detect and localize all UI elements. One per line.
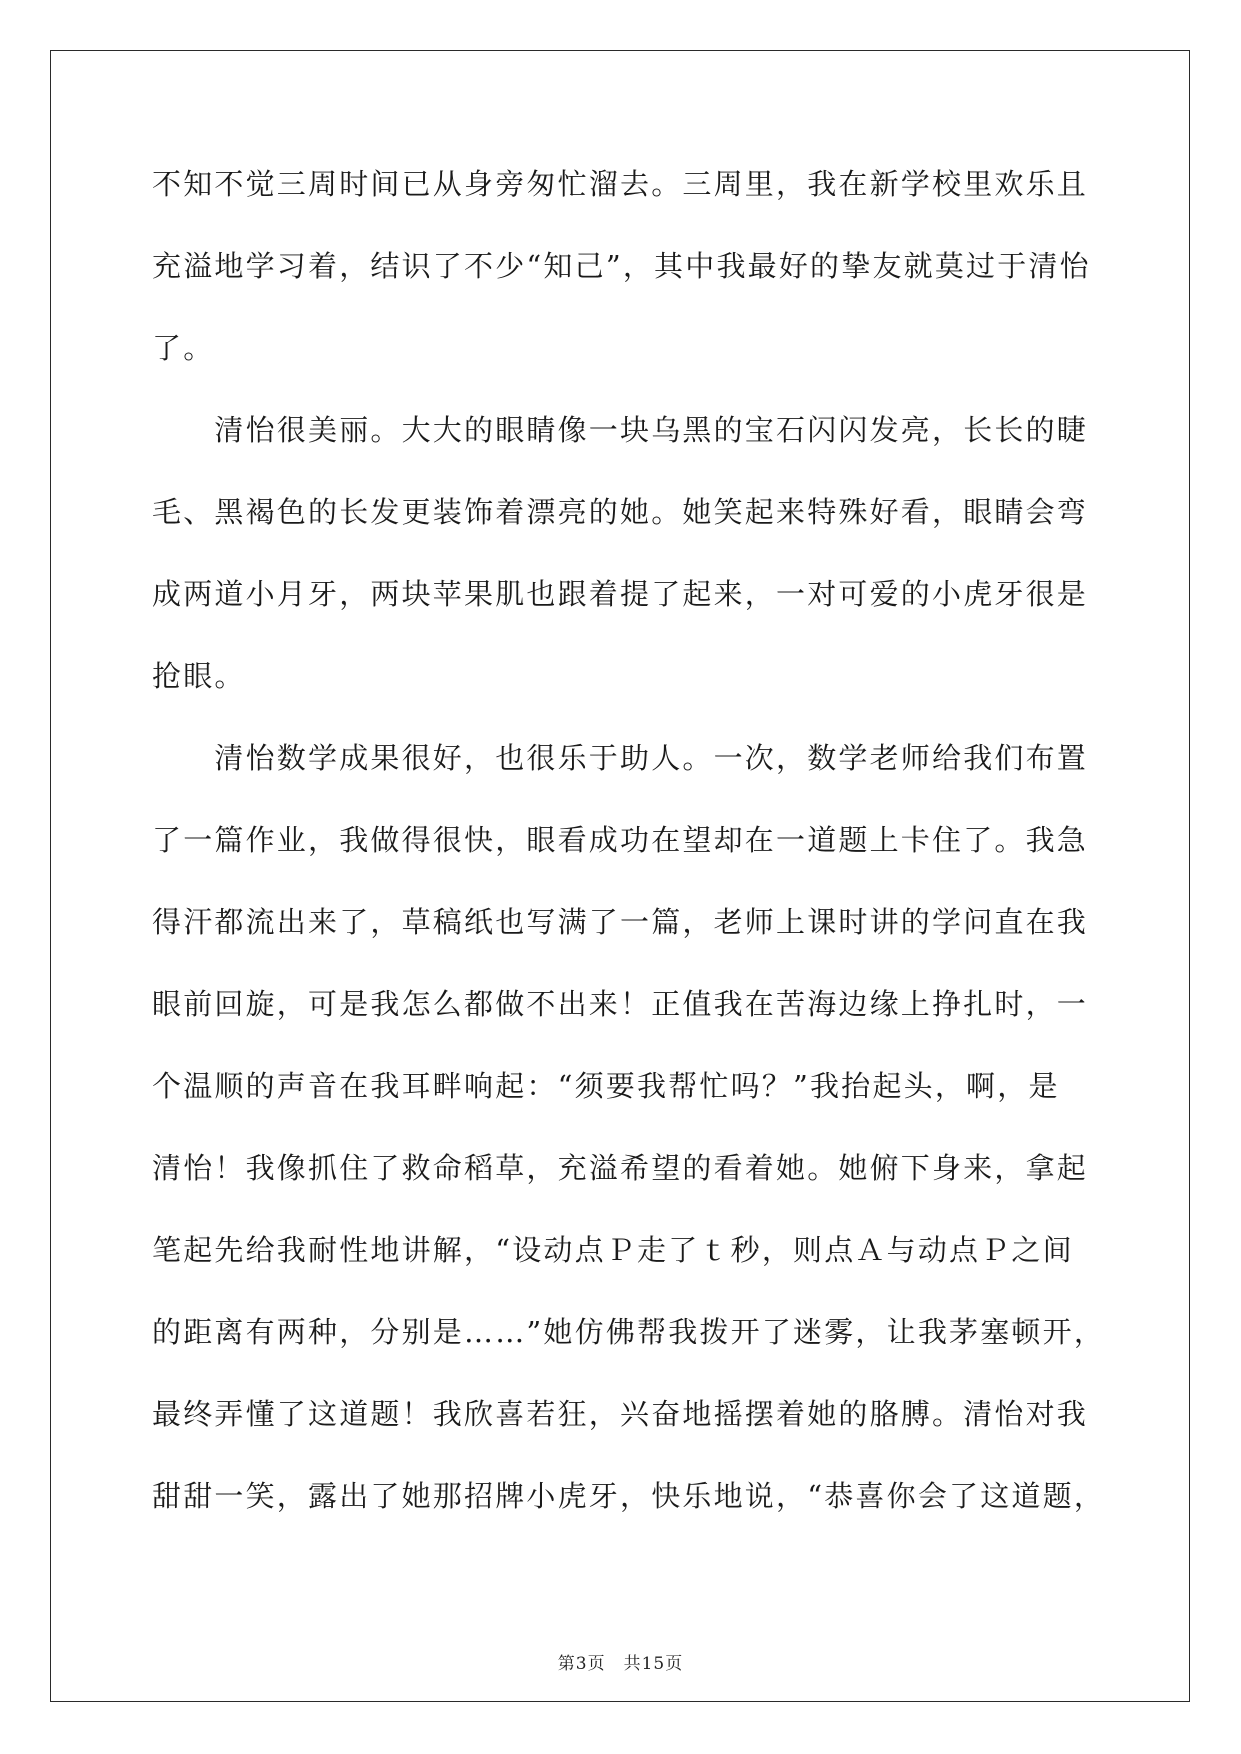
text-line: 最终弄懂了这道题！我欣喜若狂，兴奋地摇摆着她的胳膊。清怡对我 bbox=[152, 1397, 1089, 1431]
text-line: 笔起先给我耐性地讲解，“设动点Ｐ走了ｔ秒，则点Ａ与动点Ｐ之间 bbox=[152, 1233, 1074, 1267]
text-line: 清怡！我像抓住了救命稻草，充溢希望的看着她。她俯下身来，拿起 bbox=[152, 1151, 1089, 1185]
paragraph-3 bbox=[152, 732, 1106, 1552]
text-line: 个温顺的声音在我耳畔响起：“须要我帮忙吗？”我抬起头，啊，是 bbox=[152, 1069, 1060, 1103]
paragraph-2 bbox=[152, 404, 1087, 732]
text-line: 不知不觉三周时间已从身旁匆忙溜去。三周里，我在新学校里欢乐且 bbox=[152, 167, 1089, 201]
text-line: 充溢地学习着，结识了不少“知己”，其中我最好的挚友就莫过于清怡 bbox=[152, 249, 1091, 283]
text-line: 得汗都流出来了，草稿纸也写满了一篇，老师上课时讲的学问直在我 bbox=[152, 905, 1089, 939]
text-line: 成两道小月牙，两块苹果肌也跟着提了起来，一对可爱的小虎牙很是 bbox=[152, 577, 1089, 611]
text-line: 了。 bbox=[152, 331, 215, 365]
page-number-footer: 第3页 共15页 bbox=[557, 1654, 684, 1674]
text-line: 的距离有两种，分别是……”她仿佛帮我拨开了迷雾，让我茅塞顿开， bbox=[152, 1315, 1106, 1349]
text-line: 甜甜一笑，露出了她那招牌小虎牙，快乐地说，“恭喜你会了这道题， bbox=[152, 1479, 1106, 1513]
text-line: 了一篇作业，我做得很快，眼看成功在望却在一道题上卡住了。我急 bbox=[152, 823, 1089, 857]
text-line: 清怡数学成果很好，也很乐于助人。一次，数学老师给我们布置 bbox=[152, 741, 1089, 775]
text-line: 抢眼。 bbox=[152, 659, 246, 693]
document-body bbox=[152, 158, 1106, 1552]
paragraph-1 bbox=[152, 158, 1091, 404]
text-line: 清怡很美丽。大大的眼睛像一块乌黑的宝石闪闪发亮，长长的睫 bbox=[152, 413, 1089, 447]
text-line: 毛、黑褐色的长发更装饰着漂亮的她。她笑起来特殊好看，眼睛会弯 bbox=[152, 495, 1089, 529]
text-line: 眼前回旋，可是我怎么都做不出来！正值我在苦海边缘上挣扎时，一 bbox=[152, 987, 1089, 1021]
